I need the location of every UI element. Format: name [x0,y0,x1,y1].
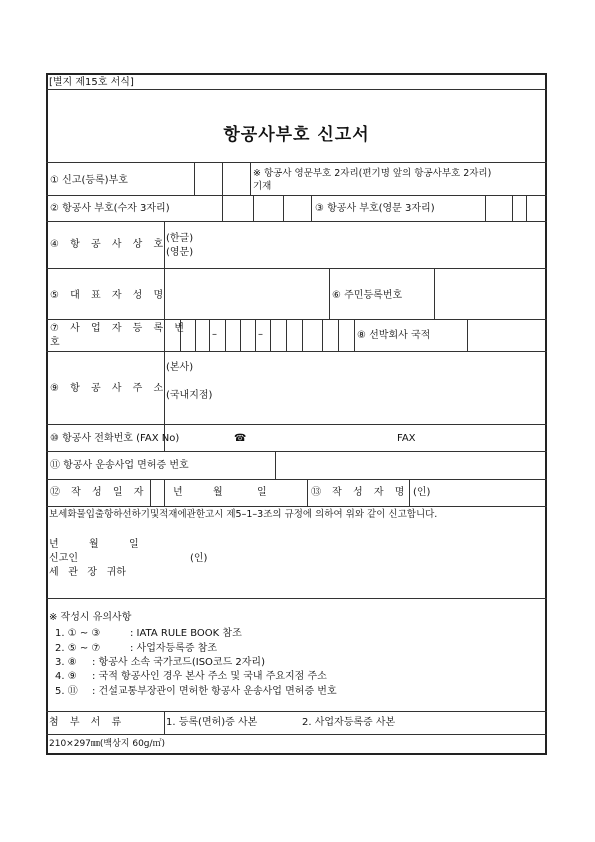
field-2-label: ② 항공사 부호(수자 3자리) [50,203,170,214]
divider [255,319,256,351]
divider [164,221,165,451]
field-11-label: ⑪ 항공사 운송사업 면허증 번호 [50,460,189,471]
rule-row9 [46,424,547,425]
note-item-text: : 국적 항공사인 경우 본사 주소 및 국내 주요지점 주소 [92,671,327,682]
divider [222,195,223,221]
field-1-label: ① 신고(등록)부호 [50,175,128,186]
field-13-label: ⑬ 작 성 자 명 [311,487,409,498]
divider [164,479,165,506]
divider [329,268,330,319]
field-4-korean[interactable]: (한글) [166,233,194,244]
note-item-num: 1. ① ~ ③ [55,628,101,639]
field-12-label: ⑫ 작 성 일 자 [50,487,148,498]
field-9-label: ⑨ 항 공 사 주 소 [50,383,168,394]
divider [354,319,355,351]
divider [275,451,276,479]
divider [250,162,251,195]
field-4-label: ④ 항 공 사 상 호 [50,239,168,250]
divider [164,711,165,734]
fax-label: FAX [397,433,416,444]
field-7-dash: – [212,329,217,340]
divider [409,479,410,506]
notes-heading: ※ 작성시 유의사항 [49,612,132,623]
divider [270,319,271,351]
field-9-hq[interactable]: (본사) [166,362,194,373]
field-7-dash: – [258,329,263,340]
form-title: 항공사부호 신고서 [223,125,370,145]
declaration-text: 보세화물입출항하선하기및적재에관한고시 제5–1–3조의 규정에 의하여 위와 같이 신고합니다. [49,509,438,520]
code-input-1[interactable] [196,165,249,193]
divider [338,319,339,351]
divider [467,319,468,351]
field-1-note: ※ 항공사 영문부호 2자리(편기명 앞의 항공사부호 2자리) [253,168,492,179]
divider [150,479,151,506]
field-1-note-cont: 기재 [253,181,272,192]
field-4-english[interactable]: (영문) [166,247,194,258]
divider [307,479,308,506]
note-item-num: 5. ⑪ [55,686,78,697]
divider [434,268,435,319]
author-seal: (인) [413,487,431,498]
date-month: 월 [213,487,223,498]
rule-form-number [46,89,547,90]
divider [526,195,527,221]
declaration-day: 일 [129,539,139,550]
declaration-month: 월 [89,539,99,550]
field-9-branch[interactable]: (국내지점) [166,390,213,401]
attachments-label: 첨 부 서 류 [49,717,126,728]
divider [302,319,303,351]
rule-attachments [46,734,547,735]
divider [225,319,226,351]
note-item-text: : IATA RULE BOOK 참조 [130,628,242,639]
field-10-label: ⑩ 항공사 전화번호 (FAX No) [50,433,180,444]
field-6-label: ⑥ 주민등록번호 [332,290,403,301]
field-8-label: ⑧ 선박회사 국적 [357,330,431,341]
note-item-num: 3. ⑧ [55,657,77,668]
divider [195,319,196,351]
note-item-text: : 건설교통부장관이 면허한 항공사 운송사업 면허증 번호 [92,686,337,697]
declaration-year: 년 [49,539,59,550]
rule-row2 [46,221,547,222]
divider [311,195,312,221]
rule-notes [46,711,547,712]
note-item-text: : 사업자등록증 참조 [130,643,218,654]
rule-row5 [46,319,547,320]
divider [209,319,210,351]
note-item-text: : 항공사 소속 국가코드(ISO코드 2자리) [92,657,265,668]
rule-row12 [46,506,547,507]
rule-row11 [46,479,547,480]
divider [194,162,195,195]
paper-spec: 210×297㎜(백상지 60g/㎡) [49,739,166,749]
divider [286,319,287,351]
attachment-item: 1. 등록(면허)증 사본 [166,717,258,728]
rule-row4 [46,268,547,269]
rule-title [46,162,547,163]
note-item-num: 2. ⑤ ~ ⑦ [55,643,101,654]
rule-row10 [46,451,547,452]
rule-declaration [46,598,547,599]
field-7-label: ⑦ 사 업 자 등 록 번 [50,323,188,334]
phone-icon: ☎ [234,433,247,444]
rule-row7 [46,351,547,352]
applicant-label: 신고인 [49,553,78,564]
form-number: [별지 제15호 서식] [49,77,134,88]
field-3-label: ③ 항공사 부호(영문 3자리) [315,203,435,214]
divider [512,195,513,221]
field-7-label-cont: 호 [50,337,60,348]
note-item-num: 4. ⑨ [55,671,77,682]
field-5-label: ⑤ 대 표 자 성 명 [50,290,168,301]
applicant-seal: (인) [190,553,208,564]
divider [283,195,284,221]
date-year: 년 [173,487,183,498]
divider [485,195,486,221]
attachment-item: 2. 사업자등록증 사본 [302,717,396,728]
date-day: 일 [257,487,267,498]
divider [240,319,241,351]
addressee: 세 관 장 귀하 [49,567,126,578]
divider [253,195,254,221]
divider [322,319,323,351]
rule-row1 [46,195,547,196]
